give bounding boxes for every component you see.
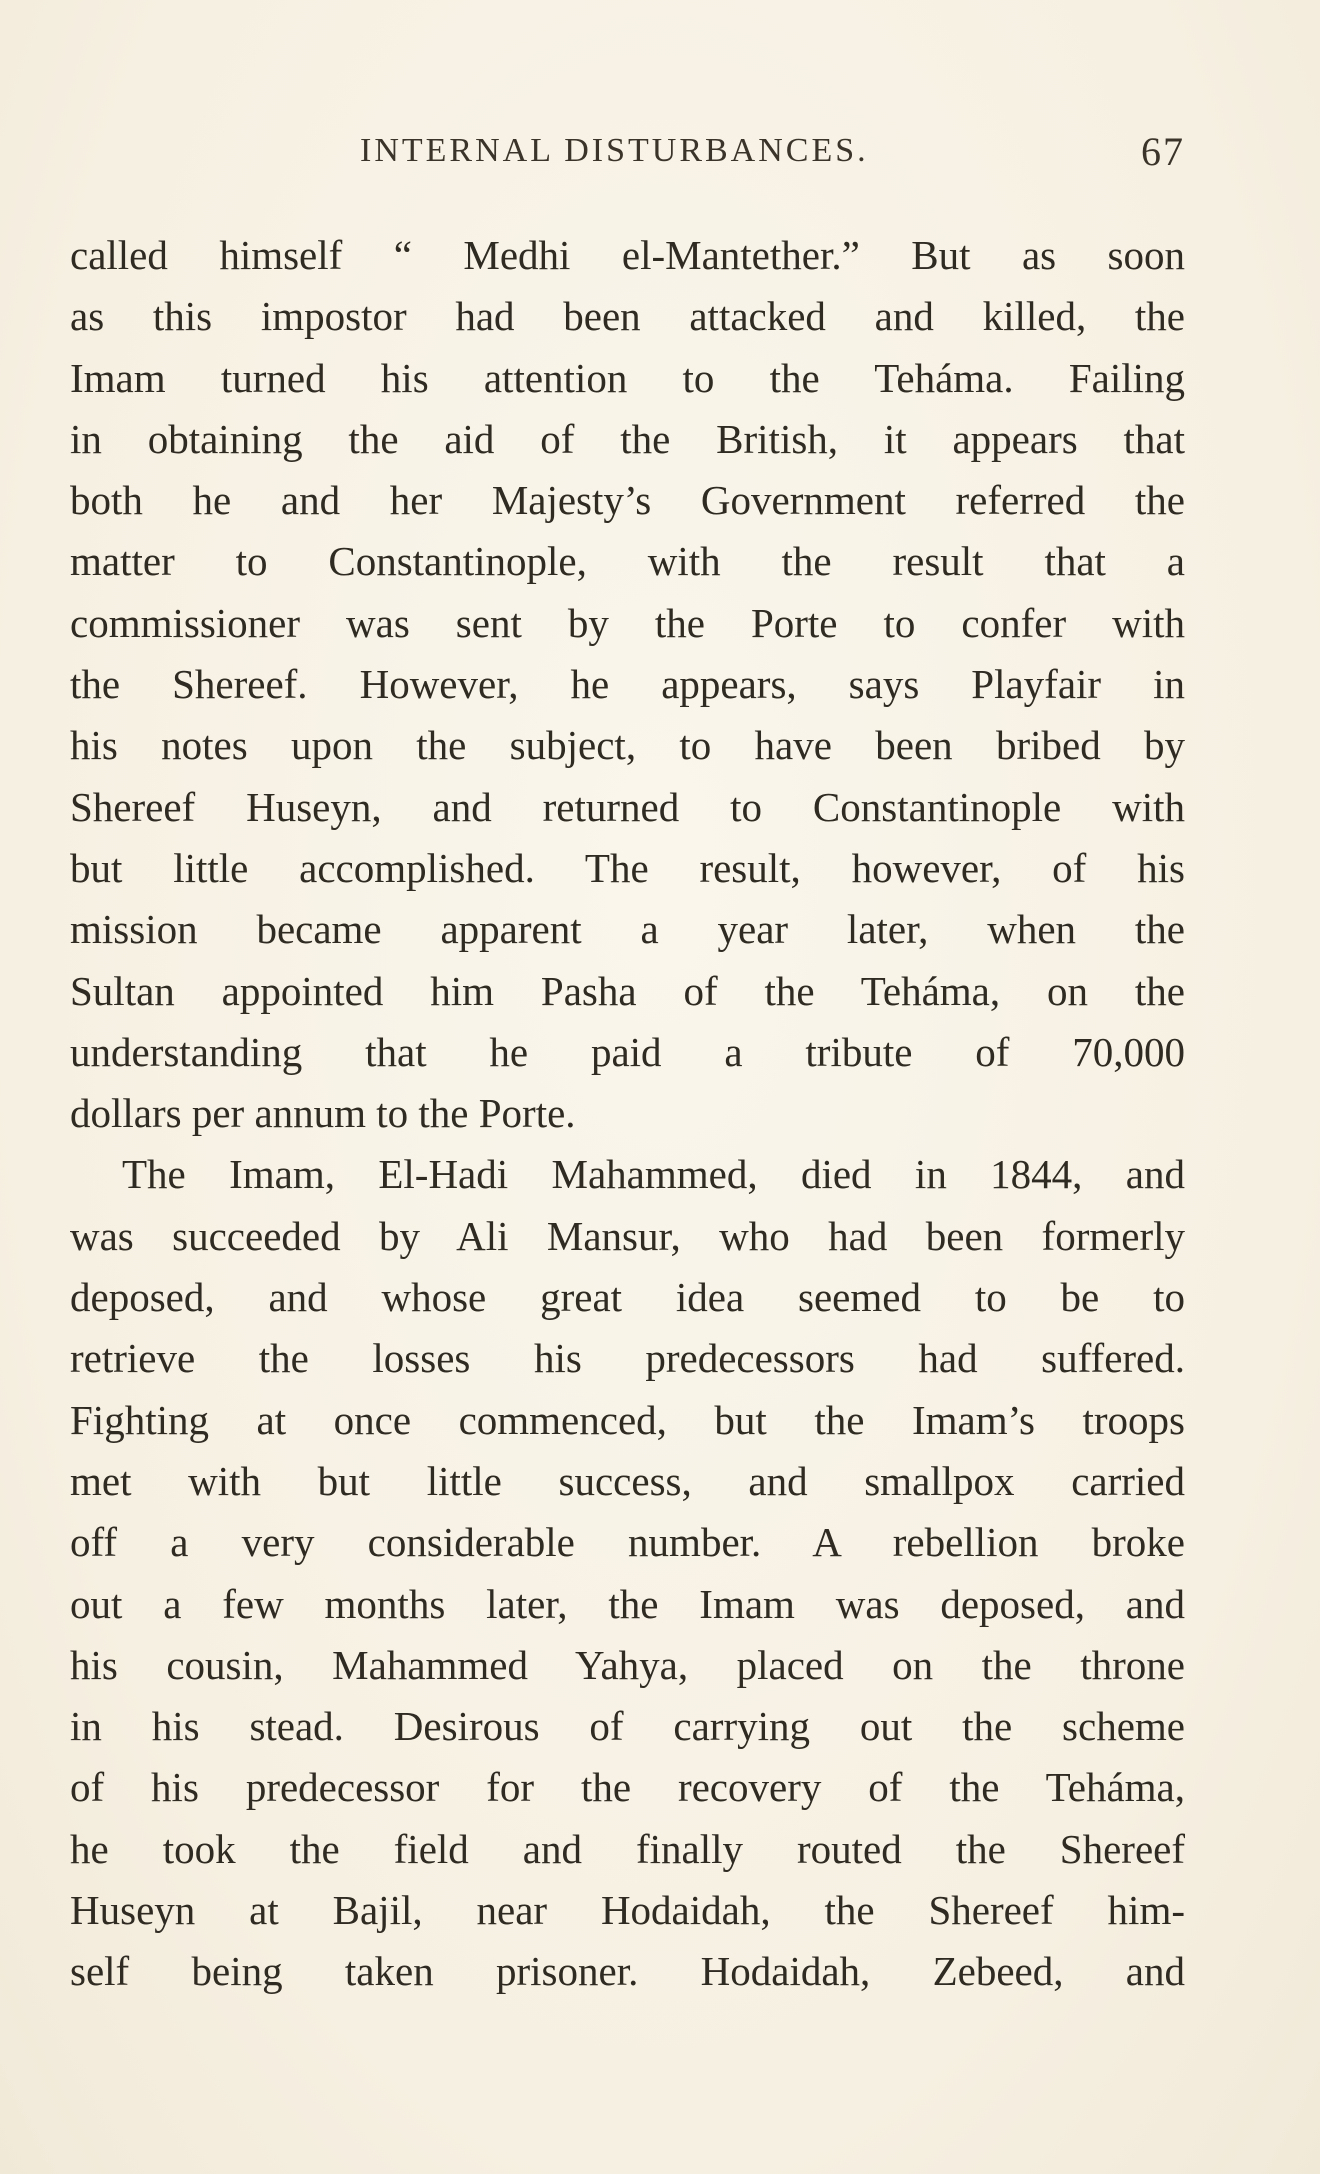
text-line: out a few months later, the Imam was deposed, and — [70, 1580, 1185, 1627]
text-line: his cousin, Mahammed Yahya, placed on the throne — [70, 1641, 1185, 1688]
text-line: his notes upon the subject, to have been bribed by — [70, 722, 1185, 769]
text-line: retrieve the losses his predecessors had suffered. — [70, 1335, 1185, 1382]
text-line-paragraph-start: The Imam, El-Hadi Mahammed, died in 1844, and — [122, 1151, 1185, 1198]
text-line: he took the field and finally routed the Shereef — [70, 1825, 1185, 1872]
text-line: the Shereef. However, he appears, says Playfair in — [70, 661, 1185, 708]
running-header — [70, 128, 1185, 178]
page-number: 67 — [1141, 129, 1185, 174]
text-line: both he and her Majesty’s Government referred the — [70, 477, 1185, 524]
body-text — [70, 225, 1185, 2003]
text-line: in obtaining the aid of the British, it appears that — [70, 415, 1185, 462]
text-line: commissioner was sent by the Porte to confer with — [70, 599, 1185, 646]
text-line: in his stead. Desirous of carrying out the scheme — [70, 1703, 1185, 1750]
text-line: deposed, and whose great idea seemed to be to — [70, 1274, 1185, 1321]
text-line: understanding that he paid a tribute of 70,000 — [70, 1028, 1185, 1075]
running-title: INTERNAL DISTURBANCES. — [360, 132, 869, 169]
text-line: was succeeded by Ali Mansur, who had been formerly — [70, 1212, 1185, 1259]
text-line: Shereef Huseyn, and returned to Constantinople with — [70, 783, 1185, 830]
text-line: Sultan appointed him Pasha of the Teháma, on the — [70, 967, 1185, 1014]
text-line: but little accomplished. The result, however, of his — [70, 844, 1185, 891]
text-line: of his predecessor for the recovery of the Teháma, — [70, 1764, 1185, 1811]
text-line: Fighting at once commenced, but the Imam’s troops — [70, 1396, 1185, 1443]
text-line: self being taken prisoner. Hodaidah, Zebeed, and — [70, 1948, 1185, 1995]
text-line: Huseyn at Bajil, near Hodaidah, the Shereef him- — [70, 1887, 1185, 1934]
text-line: Imam turned his attention to the Teháma. Failing — [70, 354, 1185, 401]
text-line: matter to Constantinople, with the result that a — [70, 538, 1185, 585]
text-line-paragraph-end: dollars per annum to the Porte. — [70, 1090, 576, 1137]
text-line: as this impostor had been attacked and killed, the — [70, 293, 1185, 340]
text-line: off a very considerable number. A rebellion broke — [70, 1519, 1185, 1566]
text-line: met with but little success, and smallpox carried — [70, 1457, 1185, 1504]
text-line: mission became apparent a year later, when the — [70, 906, 1185, 953]
text-line: called himself “ Medhi el-Mantether.” But as soon — [70, 232, 1185, 278]
